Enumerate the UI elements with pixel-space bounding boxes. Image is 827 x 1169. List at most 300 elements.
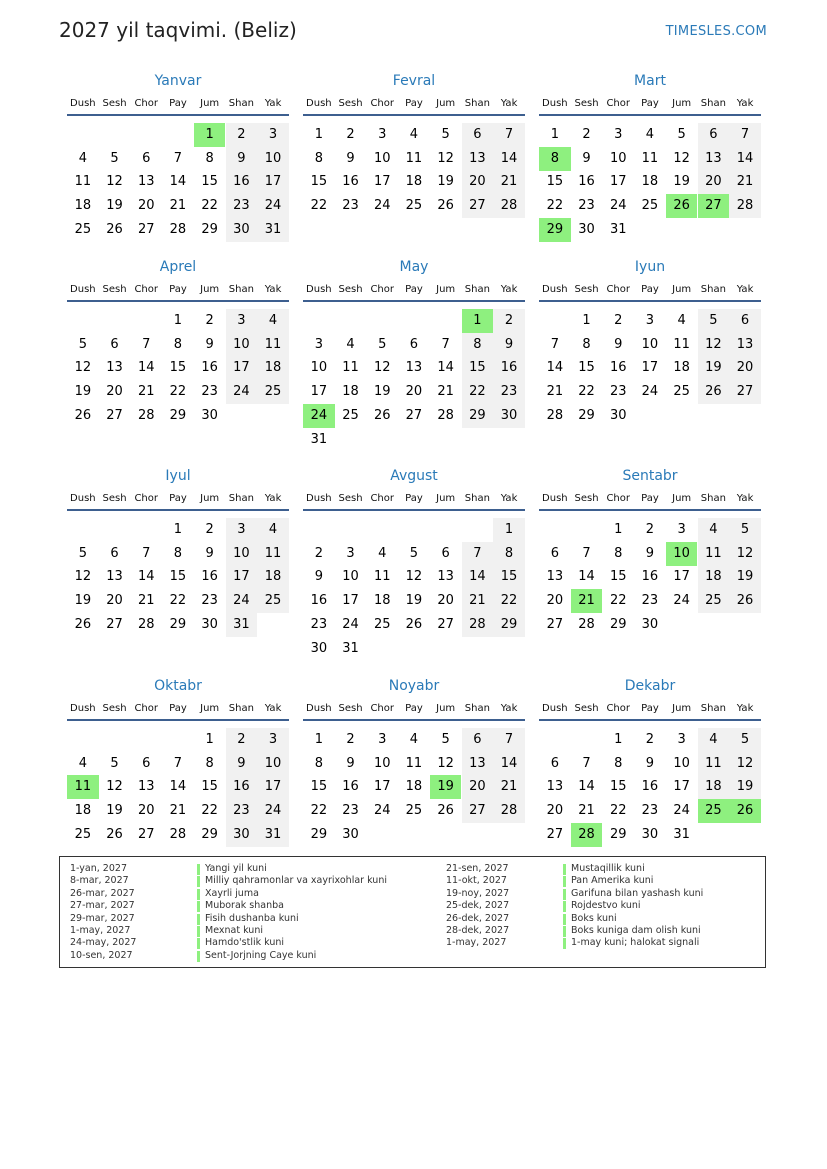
weekday-header: Dush (306, 98, 332, 109)
day-cell: 24 (673, 803, 690, 819)
day-cell: 14 (546, 360, 564, 376)
day-cell: 6 (142, 150, 151, 166)
day-cell: 28 (137, 407, 155, 423)
day-cell: 12 (729, 542, 761, 566)
day-cell: 14 (578, 779, 595, 795)
day-cell: 5 (78, 336, 87, 352)
legend-holiday-name: Milliy qahramonlar va xayrixohlar kuni (205, 875, 387, 887)
weekday-header: Yak (500, 284, 518, 295)
day-cell: 20 (698, 170, 730, 194)
day-cell: 11 (257, 333, 289, 357)
day-cell: 6 (550, 545, 559, 561)
weekday-header: Chor (370, 493, 395, 504)
day-cell: 10 (257, 752, 289, 776)
holiday-legend (59, 856, 766, 968)
day-cell: 24 (257, 194, 289, 218)
day-cell: 24 (673, 593, 690, 609)
day-cell: 21 (571, 589, 603, 613)
day-cell: 9 (205, 545, 214, 561)
day-cell: 2 (346, 127, 355, 142)
weekday-header: Sesh (574, 703, 599, 714)
day-cell: 21 (137, 384, 155, 400)
weekday-header: Dush (70, 703, 96, 714)
day-cell: 10 (641, 336, 659, 352)
day-cell: 18 (257, 356, 289, 380)
month-name: Yanvar (154, 73, 202, 89)
day-cell: 29 (462, 404, 494, 428)
day-cell: 27 (106, 616, 123, 632)
day-cell: 26 (106, 826, 123, 842)
month-block (539, 678, 761, 868)
day-cell: 18 (74, 803, 92, 819)
day-cell: 12 (673, 150, 690, 166)
weekday-header: Pay (405, 98, 423, 109)
day-cell: 13 (137, 174, 155, 190)
legend-date: 29-mar, 2027 (70, 912, 135, 924)
day-cell: 25 (673, 384, 690, 400)
day-cell: 12 (74, 360, 92, 376)
weekday-header: Chor (370, 98, 395, 109)
weekday-header: Sesh (338, 703, 363, 714)
weekday-header: Chor (370, 703, 395, 714)
weekday-header: Shan (464, 493, 490, 504)
day-cell: 6 (441, 545, 450, 561)
weekday-header: Sesh (102, 98, 127, 109)
month-block (539, 73, 761, 263)
legend-marker (563, 901, 566, 912)
weekday-header: Sesh (574, 98, 599, 109)
day-cell: 30 (641, 616, 659, 632)
legend-date: 24-may, 2027 (70, 937, 137, 949)
day-cell: 21 (493, 775, 525, 799)
day-cell: 9 (645, 545, 655, 561)
day-cell: 3 (378, 127, 387, 142)
weekday-header: Dush (306, 284, 332, 295)
day-cell: 25 (698, 589, 730, 613)
month-block (303, 468, 525, 658)
day-cell: 31 (310, 431, 328, 447)
day-cell: 17 (342, 593, 359, 609)
day-cell: 29 (169, 616, 187, 632)
day-cell: 1 (194, 123, 226, 147)
day-cell: 6 (462, 123, 494, 147)
day-cell: 20 (405, 384, 423, 400)
day-cell: 27 (462, 799, 494, 823)
day-cell: 29 (609, 826, 627, 842)
weekday-header: Yak (500, 98, 518, 109)
day-cell: 23 (578, 198, 595, 214)
day-cell: 24 (226, 380, 258, 404)
month-block (67, 678, 289, 868)
month-block (303, 259, 525, 449)
day-cell: 27 (546, 616, 564, 632)
day-cell: 7 (550, 336, 559, 352)
day-cell: 4 (257, 518, 289, 542)
weekday-header: Pay (169, 98, 187, 109)
day-cell: 12 (74, 569, 92, 585)
weekday-header: Yak (264, 98, 282, 109)
month-divider (67, 719, 289, 721)
day-cell: 16 (493, 356, 525, 380)
day-cell: 14 (169, 779, 187, 795)
day-cell: 19 (74, 593, 92, 609)
day-cell: 22 (609, 593, 627, 609)
day-cell: 2 (582, 127, 591, 142)
month-divider (67, 300, 289, 302)
day-cell: 23 (641, 803, 659, 819)
day-cell: 11 (641, 150, 659, 166)
day-cell: 5 (698, 309, 730, 333)
day-cell: 28 (571, 823, 603, 847)
weekday-header: Jum (672, 284, 692, 295)
day-cell: 29 (493, 613, 525, 637)
day-cell: 28 (729, 194, 761, 218)
day-cell: 26 (666, 194, 698, 218)
day-cell: 25 (641, 198, 659, 214)
weekday-header: Dush (70, 493, 96, 504)
day-cell: 10 (373, 755, 391, 771)
day-cell: 11 (673, 336, 690, 352)
day-cell: 26 (698, 380, 730, 404)
day-cell: 30 (609, 407, 627, 423)
day-cell: 28 (169, 221, 187, 237)
day-cell: 18 (74, 198, 92, 214)
legend-marker (563, 889, 566, 900)
day-cell: 11 (342, 360, 359, 376)
day-cell: 1 (173, 313, 183, 328)
day-cell: 26 (106, 221, 123, 237)
day-cell: 28 (493, 194, 525, 218)
day-cell: 14 (578, 569, 595, 585)
day-cell: 20 (106, 593, 123, 609)
day-cell: 16 (641, 569, 659, 585)
day-cell: 1 (614, 522, 623, 537)
weekday-header: Jum (200, 493, 220, 504)
day-cell: 22 (169, 593, 187, 609)
day-cell: 21 (546, 384, 564, 400)
day-cell: 26 (405, 616, 423, 632)
day-cell: 13 (546, 779, 564, 795)
weekday-header: Chor (134, 703, 159, 714)
day-cell: 27 (137, 221, 155, 237)
legend-holiday-name: Mexnat kuni (205, 925, 263, 936)
day-cell: 5 (729, 728, 761, 752)
day-cell: 31 (609, 221, 627, 237)
day-cell: 23 (493, 380, 525, 404)
day-cell: 16 (609, 360, 627, 376)
day-cell: 13 (698, 147, 730, 171)
day-cell: 9 (205, 336, 214, 352)
month-divider (67, 509, 289, 511)
day-cell: 24 (303, 404, 335, 428)
day-cell: 3 (378, 732, 387, 747)
day-cell: 16 (201, 569, 218, 585)
day-cell: 29 (169, 407, 187, 423)
day-cell: 21 (729, 170, 761, 194)
weekday-header: Pay (641, 493, 659, 504)
day-cell: 28 (169, 826, 187, 842)
day-cell: 11 (405, 755, 423, 771)
day-cell: 21 (169, 198, 187, 214)
day-cell: 3 (614, 127, 623, 142)
weekday-header: Yak (736, 493, 754, 504)
legend-holiday-name: Boks kuni (571, 912, 617, 924)
day-cell: 4 (698, 728, 730, 752)
weekday-header: Chor (134, 284, 159, 295)
day-cell: 7 (173, 755, 183, 771)
month-block (303, 73, 525, 263)
day-cell: 26 (729, 589, 761, 613)
day-cell: 2 (346, 732, 355, 747)
day-cell: 15 (169, 569, 187, 585)
day-cell: 22 (310, 803, 328, 819)
legend-holiday-name: Hamdo'stlik kuni (205, 937, 285, 949)
day-cell: 15 (310, 779, 328, 795)
day-cell: 19 (729, 775, 761, 799)
day-cell: 4 (677, 313, 686, 328)
day-cell: 7 (462, 542, 494, 566)
day-cell: 21 (578, 803, 595, 819)
legend-date: 10-sen, 2027 (70, 949, 133, 961)
day-cell: 20 (546, 803, 564, 819)
day-cell: 31 (342, 640, 359, 656)
day-cell: 6 (110, 545, 119, 561)
weekday-header: Pay (169, 284, 187, 295)
day-cell: 6 (729, 309, 761, 333)
month-block (539, 468, 761, 658)
day-cell: 18 (373, 593, 391, 609)
day-cell: 18 (342, 384, 359, 400)
day-cell: 6 (462, 728, 494, 752)
day-cell: 7 (493, 123, 525, 147)
weekday-header: Sesh (338, 493, 363, 504)
day-cell: 26 (373, 407, 391, 423)
weekday-header: Pay (641, 284, 659, 295)
day-cell: 21 (169, 803, 187, 819)
day-cell: 18 (405, 779, 423, 795)
day-cell: 3 (226, 518, 258, 542)
month-divider (303, 114, 525, 116)
legend-marker (563, 864, 566, 875)
day-cell: 1 (462, 309, 494, 333)
day-cell: 10 (609, 150, 627, 166)
day-cell: 25 (342, 407, 359, 423)
weekday-header: Chor (606, 703, 631, 714)
day-cell: 17 (373, 779, 391, 795)
weekday-header: Chor (134, 493, 159, 504)
day-cell: 17 (226, 356, 258, 380)
day-cell: 1 (314, 732, 323, 747)
day-cell: 2 (205, 313, 214, 328)
day-cell: 20 (106, 384, 123, 400)
day-cell: 19 (698, 356, 730, 380)
day-cell: 14 (169, 174, 187, 190)
weekday-header: Jum (200, 703, 220, 714)
day-cell: 5 (441, 127, 450, 142)
weekday-header: Chor (134, 98, 159, 109)
day-cell: 10 (666, 542, 698, 566)
day-cell: 15 (493, 565, 525, 589)
day-cell: 5 (78, 545, 87, 561)
month-name: Aprel (159, 259, 197, 275)
day-cell: 27 (137, 826, 155, 842)
day-cell: 19 (437, 174, 454, 190)
day-cell: 25 (405, 198, 423, 214)
day-cell: 23 (201, 593, 218, 609)
day-cell: 28 (462, 613, 494, 637)
day-cell: 4 (78, 150, 87, 166)
day-cell: 4 (409, 732, 419, 747)
day-cell: 6 (110, 336, 119, 352)
legend-marker (197, 951, 200, 962)
weekday-header: Dush (70, 284, 96, 295)
day-cell: 8 (173, 336, 183, 352)
weekday-header: Dush (70, 98, 96, 109)
day-cell: 12 (437, 150, 454, 166)
day-cell: 22 (201, 198, 218, 214)
day-cell: 13 (546, 569, 564, 585)
day-cell: 20 (137, 198, 155, 214)
day-cell: 1 (493, 518, 525, 542)
day-cell: 13 (106, 569, 123, 585)
weekday-header: Pay (169, 703, 187, 714)
day-cell: 9 (582, 150, 591, 166)
day-cell: 13 (137, 779, 155, 795)
day-cell: 10 (673, 755, 690, 771)
legend-date: 26-dek, 2027 (446, 912, 510, 924)
legend-marker (197, 876, 200, 887)
day-cell: 26 (74, 407, 92, 423)
month-name: May (399, 259, 429, 275)
legend-marker (197, 938, 200, 949)
day-cell: 25 (74, 221, 92, 237)
day-cell: 11 (698, 542, 730, 566)
day-cell: 29 (201, 221, 218, 237)
legend-holiday-name: Xayrli juma (205, 887, 259, 899)
weekday-header: Pay (405, 284, 423, 295)
weekday-header: Yak (500, 703, 518, 714)
day-cell: 8 (173, 545, 183, 561)
day-cell: 12 (698, 333, 730, 357)
brand-link[interactable]: TIMESLES.COM (665, 24, 767, 39)
day-cell: 3 (257, 123, 289, 147)
day-cell: 18 (405, 174, 423, 190)
month-name: Mart (634, 73, 666, 89)
weekday-header: Shan (228, 493, 254, 504)
day-cell: 6 (698, 123, 730, 147)
weekday-header: Jum (672, 703, 692, 714)
day-cell: 11 (74, 174, 92, 190)
day-cell: 8 (614, 755, 623, 771)
month-block (67, 468, 289, 658)
weekday-header: Yak (264, 493, 282, 504)
day-cell: 14 (729, 147, 761, 171)
day-cell: 19 (106, 803, 123, 819)
month-block (67, 259, 289, 449)
day-cell: 22 (493, 589, 525, 613)
day-cell: 20 (137, 803, 155, 819)
day-cell: 16 (226, 170, 258, 194)
day-cell: 15 (169, 360, 187, 376)
day-cell: 1 (314, 127, 323, 142)
day-cell: 22 (609, 803, 627, 819)
weekday-header: Sesh (574, 493, 599, 504)
day-cell: 30 (310, 640, 328, 656)
month-divider (303, 509, 525, 511)
day-cell: 9 (614, 336, 623, 352)
day-cell: 16 (641, 779, 659, 795)
month-divider (303, 719, 525, 721)
weekday-header: Dush (306, 493, 332, 504)
day-cell: 28 (493, 799, 525, 823)
weekday-header: Jum (672, 493, 692, 504)
day-cell: 24 (609, 198, 627, 214)
legend-marker (197, 901, 200, 912)
day-cell: 3 (677, 732, 686, 747)
day-cell: 5 (409, 545, 419, 561)
day-cell: 24 (226, 589, 258, 613)
weekday-header: Sesh (102, 284, 127, 295)
legend-date: 1-may, 2027 (446, 937, 507, 949)
day-cell: 5 (110, 150, 119, 166)
day-cell: 19 (430, 775, 462, 799)
day-cell: 23 (201, 384, 218, 400)
day-cell: 7 (441, 336, 450, 352)
day-cell: 12 (106, 779, 123, 795)
weekday-header: Jum (200, 284, 220, 295)
legend-date: 19-noy, 2027 (446, 887, 510, 899)
weekday-header: Chor (606, 284, 631, 295)
day-cell: 17 (226, 565, 258, 589)
day-cell: 22 (201, 803, 218, 819)
day-cell: 26 (74, 616, 92, 632)
day-cell: 19 (673, 174, 690, 190)
legend-date: 1-yan, 2027 (70, 863, 127, 874)
day-cell: 1 (614, 732, 623, 747)
weekday-header: Chor (606, 98, 631, 109)
month-block (539, 259, 761, 449)
day-cell: 3 (226, 309, 258, 333)
weekday-header: Jum (672, 98, 692, 109)
legend-holiday-name: Yangi yil kuni (205, 863, 267, 874)
day-cell: 18 (641, 174, 659, 190)
month-divider (539, 300, 761, 302)
day-cell: 16 (226, 775, 258, 799)
legend-marker (563, 938, 566, 949)
day-cell: 27 (106, 407, 123, 423)
weekday-header: Sesh (574, 284, 599, 295)
day-cell: 13 (106, 360, 123, 376)
month-block (67, 73, 289, 263)
legend-holiday-name: Pan Amerika kuni (571, 875, 654, 887)
day-cell: 27 (462, 194, 494, 218)
day-cell: 22 (578, 384, 595, 400)
day-cell: 10 (373, 150, 391, 166)
month-name: Fevral (392, 73, 436, 89)
legend-marker (197, 914, 200, 925)
day-cell: 15 (462, 356, 494, 380)
month-block (303, 678, 525, 868)
day-cell: 25 (257, 380, 289, 404)
day-cell: 17 (673, 779, 690, 795)
day-cell: 30 (201, 407, 218, 423)
day-cell: 17 (609, 174, 627, 190)
day-cell: 13 (462, 752, 494, 776)
legend-marker (197, 889, 200, 900)
legend-date: 27-mar, 2027 (70, 900, 135, 912)
legend-holiday-name: Mustaqillik kuni (571, 863, 645, 874)
day-cell: 16 (342, 174, 359, 190)
